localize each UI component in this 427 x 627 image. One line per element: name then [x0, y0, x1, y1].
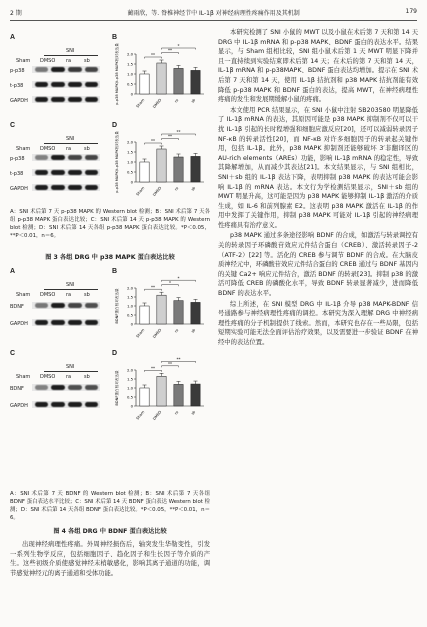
paragraph: 综上所述，在 SNI 模型 DRG 中 IL-1β 介导 p38 MAPK-BDNF 信号通路参与神经病理性疼痛的调控。本研究为深入理解 DRG 中神经病理性疼痛的分子机制提供了线索。然而，本研究也存在一些局限，包括短期实验可能无法全面评估治疗效果，以及需要进一步验证 BDNF 在神经中的表达位置。	[218, 300, 418, 346]
panel-label: A	[10, 34, 16, 41]
blot-row	[32, 96, 100, 103]
row-label: p-p38	[10, 156, 25, 162]
group-line	[44, 289, 98, 290]
bar-chart	[112, 122, 210, 202]
fig3-panel-c	[10, 122, 110, 200]
x-tick-label: ra	[173, 98, 180, 104]
lane-label: Sham	[16, 146, 31, 152]
row-label: t-p38	[10, 171, 24, 177]
paragraph: 本研究检测了 SNI 小鼠的 MWT 以及小鼠在术后第 7 天和第 14 天 DRG 中 IL-1β mRNA 和 p-p38 MAPK、BDNF 蛋白的表达水平。结果显示，与 Sham 组相比较，SNI 组小鼠术后第 1 天 MWT 明显下降并且一直持续到实验结束即术后第 14 天；在术后的第 7 天和第 14 天，IL-1β mRNA 和 p-p38MAPK、BDNF 蛋白表达均增加。提示在 SNI 术后第 7 天和第 14 天，使用 IL-1β 拮抗剂和 p38 MAPK 拮抗剂能有效降低 p-p38 MAPK 和 BDNF 蛋白的表达，提高 MWT，在神经病理性疼痛的发生和发展期缓解小鼠的疼痛。	[218, 29, 418, 104]
bar	[174, 68, 183, 94]
group-label: SNI	[66, 136, 75, 142]
y-tick-label: 2.0	[126, 139, 133, 145]
running-header	[10, 6, 417, 21]
row-label: GAPDH	[10, 403, 28, 409]
paragraph: 出现神经病理性疼痛。外周神经损伤后，轴突发生华勒变性，引发一系列生物学反应，包括细胞因子、趋化因子和生长因子等介质的产生。这些初级介质使感觉神经末梢敏感化，影响其离子通道的功能，调节感觉神经元的离子通道和受体功能。	[10, 541, 210, 577]
y-tick-label: 1.5	[126, 149, 133, 155]
blot-row	[32, 302, 100, 309]
left-body-text	[10, 540, 210, 578]
significance-label: **	[176, 356, 181, 362]
bar	[191, 70, 200, 94]
group-line	[44, 55, 98, 56]
x-tick-label: ra	[173, 328, 180, 334]
paragraph: p38 MAPK 通过多条途径影响 BDNF 的合成，如激活与转录调控有关的转录因子环磷酸苷效应元件结合蛋白（CREB）、激活转录因子-2（ATF-2）[22] 等。活化的 CREB 参与调节 BDNF 的合成。在大脑皮质神经元中，环磷酸苷效应元件结合蛋白的 CREB 通过与 BDNF 基因内的关键 Ca2+ 响应元件结合，激活 BDNF 的转录[23]。抑制 p38 的激活可降低 CREB 的磷酸化水平，导致 BDNF 转录显著减少，进而降低 BDNF 的表达水平。	[218, 232, 418, 298]
bar	[174, 157, 183, 182]
significance-label: **	[168, 361, 172, 367]
x-tick-label: sb	[190, 186, 197, 192]
fig3-caption: A：SNI 术后第 7 天 p-p38 MAPK 的 Western blot 检测；B：SNI 术后第 7 天各组 p-p38 MAPK 蛋白表达比较；C：SNI 术后第 14 天 p-p38 MAPK 的 Western blot 检测；D：SNI 术后第 14 天各组 p-p38 MAPK 蛋白表达比较。*P＜0.05，**P＜0.01，n＝6。	[10, 209, 210, 239]
blot-row	[32, 184, 100, 191]
bar	[140, 306, 149, 324]
lane-label: Sham	[16, 374, 31, 380]
y-tick-label: 1.0	[126, 159, 133, 165]
x-tick-label: DMSO	[152, 186, 163, 198]
fig3-title: 图 3 各组 DRG 中 p38 MAPK 蛋白表达比较	[45, 254, 175, 261]
significance-label: *	[177, 43, 180, 49]
lane-label: ra	[66, 58, 72, 64]
panel-label: A	[10, 268, 16, 275]
lane-label: DMSO	[40, 292, 56, 298]
group-line	[44, 371, 98, 372]
lane-label: sb	[84, 374, 90, 380]
x-tick-label: DMSO	[152, 410, 163, 422]
significance-label: *	[177, 275, 180, 281]
bar-chart	[112, 268, 210, 344]
bar	[191, 384, 200, 406]
y-tick-label: 0.5	[126, 312, 133, 318]
row-label: GAPDH	[10, 98, 28, 104]
lane-label: DMSO	[40, 146, 56, 152]
issue-number: 2 期	[10, 10, 22, 17]
y-axis-label: BDNF蛋白相对表达量	[115, 370, 119, 406]
significance-label: **	[151, 52, 155, 58]
y-tick-label: 0	[130, 91, 133, 97]
panel-label: B	[112, 268, 118, 275]
y-tick-label: 0	[130, 179, 133, 185]
y-tick-label: 0.5	[126, 169, 133, 175]
blot-row	[32, 81, 100, 88]
y-tick-label: 1.0	[126, 71, 133, 77]
left-column	[10, 30, 210, 620]
y-tick-label: 0	[130, 403, 133, 409]
significance-label: *	[169, 280, 171, 286]
lane-label: Sham	[16, 292, 31, 298]
x-tick-label: ra	[173, 410, 180, 416]
fig4-panel-d	[112, 350, 210, 426]
bar-chart	[112, 350, 210, 426]
lane-label: sb	[84, 58, 90, 64]
lane-label: sb	[84, 292, 90, 298]
x-tick-label: sb	[190, 410, 197, 416]
lane-label: ra	[66, 292, 72, 298]
group-label: SNI	[66, 48, 75, 54]
significance-label: **	[168, 134, 172, 140]
lane-label: DMSO	[40, 374, 56, 380]
blot-row	[32, 154, 100, 161]
x-tick-label: Sham	[135, 98, 146, 109]
x-tick-label: Sham	[135, 186, 146, 197]
y-tick-label: 0.5	[126, 81, 133, 87]
x-tick-label: ra	[173, 186, 180, 192]
panel-label: C	[10, 122, 16, 129]
blot-row	[32, 319, 100, 326]
significance-label: **	[151, 365, 155, 371]
blot-row	[32, 384, 100, 391]
fig3-panel-d	[112, 122, 210, 202]
lane-label: DMSO	[40, 58, 56, 64]
panel-label: B	[112, 34, 118, 41]
significance-label: **	[176, 129, 181, 135]
significance-label: **	[151, 284, 155, 290]
bar	[140, 74, 149, 94]
row-label: GAPDH	[10, 321, 28, 327]
bar	[157, 149, 166, 182]
x-tick-label: sb	[190, 328, 197, 334]
fig4-title: 图 4 各组 DRG 中 BDNF 蛋白表达比较	[53, 528, 167, 535]
group-label: SNI	[66, 282, 75, 288]
panel-label: D	[112, 350, 118, 357]
row-label: GAPDH	[10, 186, 28, 192]
lane-label: sb	[84, 146, 90, 152]
bar	[174, 301, 183, 324]
blot-row	[32, 66, 100, 73]
bar-chart	[112, 34, 210, 114]
blot-row	[32, 401, 100, 408]
bar	[191, 302, 200, 324]
bar	[157, 63, 166, 94]
y-axis-label: p-p38 MAPK/t-p38 MAPK相对表达量	[115, 131, 119, 193]
y-tick-label: 2.0	[126, 51, 133, 57]
fig3-panel-a	[10, 34, 110, 112]
y-tick-label: 2.0	[126, 285, 133, 291]
x-tick-label: DMSO	[152, 98, 163, 110]
significance-label: **	[168, 48, 172, 54]
row-label: t-p38	[10, 83, 24, 89]
bar	[157, 376, 166, 406]
bar	[191, 156, 200, 182]
fig4-caption: A：SNI 术后第 7 天 BDNF 的 Western blot 检测；B：SNI 术后第 7 天各组 BDNF 蛋白表达水平比较；C：SNI 术后第 14 天 BDNF 蛋白表达 Western blot 检测；D：SNI 术后第 14 天各组 BDNF 蛋白表达比较。*P＜0.05，**P＜0.01，n＝6。	[10, 491, 210, 521]
y-tick-label: 0	[130, 321, 133, 327]
right-column	[218, 28, 418, 348]
x-tick-label: DMSO	[152, 328, 163, 340]
y-tick-label: 1.5	[126, 61, 133, 67]
significance-label: **	[151, 138, 155, 144]
fig4-panel-a	[10, 268, 110, 334]
paragraph: 本文使用 PCR 结果显示，在 SNI 小鼠中注射 SB203580 明显降低了 IL-1β mRNA 的表达，其原因可能是 p38 MAPK 抑制剂不仅可以干扰 IL-1β 引起的长时程增强和细胞应激反应[20]，还可以减弱转录因子 NF-κB 的转录活性[20]，而 NF-κB 对许多细胞因子的转录起关键作用，包括 IL-1β。此外，p38 MAPK 抑制剂还能够破坏 3′非翻译区的 AU-rich elements（AREs）功能，影响 IL-1β mRNA 的稳定性，导致其降解增加，从而减少其表达[21]。本文结果显示，与 SNI 组相比，SNI＋sb 组的 IL-1β 表达下降，表明抑制 p38 MAPK 的表达可能会影响 IL-1β 的 mRNA 表达。本文行为学检测结果显示，SNI＋sb 组的 MWT 明显升高，这可能是因为 p38 MAPK 能够抑制 IL-1β 激活的介质生成，如 IL-6 和前列腺素 E2。这表明 p38 MAPK 激活在 IL-1β 的作用中发挥了关键作用，抑制 p38 MAPK 可能对 IL-1β 引起的神经病理性疼痛具有治疗意义。	[218, 106, 418, 229]
y-tick-label: 1.5	[126, 294, 133, 300]
x-tick-label: Sham	[135, 328, 146, 339]
lane-label: ra	[66, 374, 72, 380]
y-tick-label: 1.5	[126, 376, 133, 382]
y-tick-label: 0.5	[126, 394, 133, 400]
lane-label: ra	[66, 146, 72, 152]
row-label: p-p38	[10, 68, 25, 74]
y-axis-label: p-p38 MAPK/t-p38 MAPK相对表达量	[115, 43, 119, 105]
y-tick-label: 1.0	[126, 385, 133, 391]
fig3-panel-b	[112, 34, 210, 114]
panel-label: D	[112, 122, 118, 129]
lane-label: Sham	[16, 58, 31, 64]
bar	[140, 162, 149, 182]
blot-row	[32, 169, 100, 176]
bar	[157, 295, 166, 324]
fig4-panel-c	[10, 350, 110, 416]
running-title: 蔺雨欣，等. 脊椎神经节中 IL-1β 对神经病理性疼痛作用及其机制	[127, 10, 300, 17]
bar	[174, 384, 183, 406]
y-tick-label: 1.0	[126, 303, 133, 309]
bar	[140, 388, 149, 406]
panel-label: C	[10, 350, 16, 357]
fig4-panel-b	[112, 268, 210, 344]
row-label: BDNF	[10, 304, 24, 310]
y-tick-label: 2.0	[126, 367, 133, 373]
group-label: SNI	[66, 364, 75, 370]
x-tick-label: Sham	[135, 410, 146, 421]
page-number: 179	[405, 8, 417, 15]
row-label: BDNF	[10, 386, 24, 392]
y-axis-label: BDNF蛋白相对表达量	[115, 288, 119, 324]
x-tick-label: sb	[190, 98, 197, 104]
group-line	[44, 143, 98, 144]
